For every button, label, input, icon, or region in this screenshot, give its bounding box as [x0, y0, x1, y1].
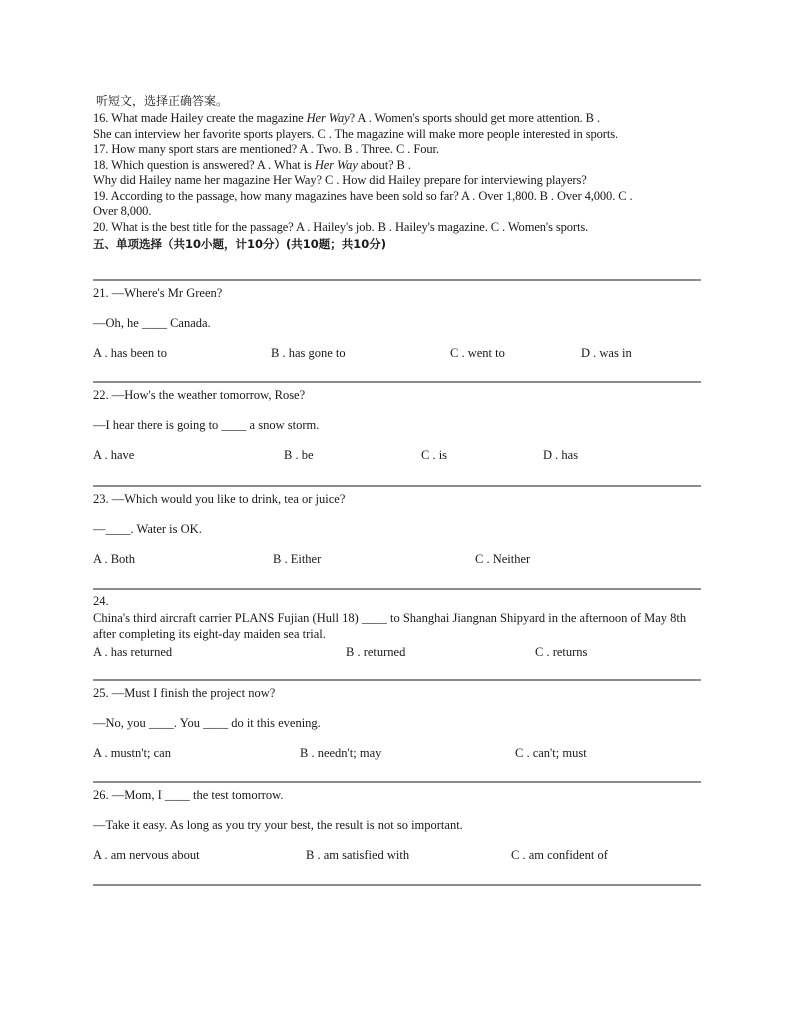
option-a[interactable]: A . mustn't; can: [93, 746, 171, 760]
option-a[interactable]: A . have: [93, 448, 135, 462]
listening-questions: [93, 111, 701, 235]
option-c[interactable]: C . returns: [535, 645, 588, 659]
option-d[interactable]: D . was in: [581, 346, 632, 360]
options-row: [93, 746, 701, 762]
question-stem: 26. —Mom, I ____ the test tomorrow.: [93, 788, 284, 802]
option-c[interactable]: C . is: [421, 448, 448, 462]
worksheet-page: [93, 94, 701, 886]
question-stem: 25. —Must I finish the project now?: [93, 686, 276, 700]
divider: [93, 381, 701, 383]
question-stem: 23. —Which would you like to drink, tea or juice?: [93, 492, 346, 506]
options-row: [93, 848, 701, 864]
divider: [93, 884, 701, 886]
listening-line: 19. According to the passage, how many magazines have been sold so far? A . Over 1,800. B . Over 4,000. C .: [93, 188, 633, 203]
options-row: [93, 346, 701, 362]
question-24: [93, 594, 701, 661]
listening-line: 16. What made Hailey create the magazine Her Way? A . Women's sports should get more attention. B .: [93, 111, 600, 125]
section-header: 五、单项选择（共10小题，计10分）(共10题；共10分): [93, 237, 387, 251]
option-a[interactable]: A . has been to: [93, 346, 167, 360]
option-b[interactable]: B . be: [284, 448, 314, 462]
question-25: [93, 686, 701, 762]
option-d[interactable]: D . has: [543, 448, 579, 462]
listening-instruction: 听短文，选择正确答案。: [96, 94, 229, 108]
listening-line: Over 8,000.: [93, 204, 152, 218]
question-stem: 24.: [93, 594, 109, 608]
listening-line: 20. What is the best title for the passage? A . Hailey's job. B . Hailey's magazine. C . Women's sports.: [93, 219, 589, 234]
question-22: [93, 388, 701, 464]
option-c[interactable]: C . Neither: [475, 552, 531, 566]
listening-line: 17. How many sport stars are mentioned? A . Two. B . Three. C . Four.: [93, 142, 439, 156]
question-21: [93, 286, 701, 362]
options-row: [93, 645, 701, 661]
option-b[interactable]: B . returned: [346, 645, 406, 659]
divider: [93, 588, 701, 590]
option-a[interactable]: A . am nervous about: [93, 848, 200, 862]
option-c[interactable]: C . can't; must: [515, 746, 587, 760]
option-a[interactable]: A . has returned: [93, 645, 173, 659]
question-stem: 21. —Where's Mr Green?: [93, 286, 223, 300]
divider: [93, 279, 701, 281]
question-reply: —No, you ____. You ____ do it this evening.: [93, 716, 321, 730]
question-reply: —Oh, he ____ Canada.: [93, 316, 211, 330]
question-26: [93, 788, 701, 864]
options-row: [93, 552, 701, 568]
listening-line: 18. Which question is answered? A . What is Her Way about? B .: [93, 157, 411, 172]
divider: [93, 679, 701, 681]
listening-line: She can interview her favorite sports players. C . The magazine will make more people interested in sports.: [93, 126, 619, 141]
listening-line: Why did Hailey name her magazine Her Way? C . How did Hailey prepare for interviewing players?: [93, 173, 587, 187]
option-b[interactable]: B . has gone to: [271, 346, 346, 360]
divider: [93, 781, 701, 783]
options-row: [93, 448, 701, 464]
divider: [93, 485, 701, 487]
option-a[interactable]: A . Both: [93, 552, 136, 566]
option-b[interactable]: B . needn't; may: [300, 746, 382, 760]
option-b[interactable]: B . Either: [273, 552, 322, 566]
option-c[interactable]: C . went to: [450, 346, 505, 360]
question-reply: —Take it easy. As long as you try your best, the result is not so important.: [93, 818, 463, 832]
question-stem: 22. —How's the weather tomorrow, Rose?: [93, 388, 306, 402]
option-c[interactable]: C . am confident of: [511, 848, 608, 862]
question-reply: —I hear there is going to ____ a snow storm.: [93, 418, 320, 432]
question-passage: China's third aircraft carrier PLANS Fujian (Hull 18) ____ to Shanghai Jiangnan Shipyard in the afternoon of May 8th after completing its eight-day maiden sea trial.: [93, 611, 687, 641]
question-reply: —____. Water is OK.: [93, 522, 202, 536]
question-23: [93, 492, 701, 568]
option-b[interactable]: B . am satisfied with: [306, 848, 410, 862]
